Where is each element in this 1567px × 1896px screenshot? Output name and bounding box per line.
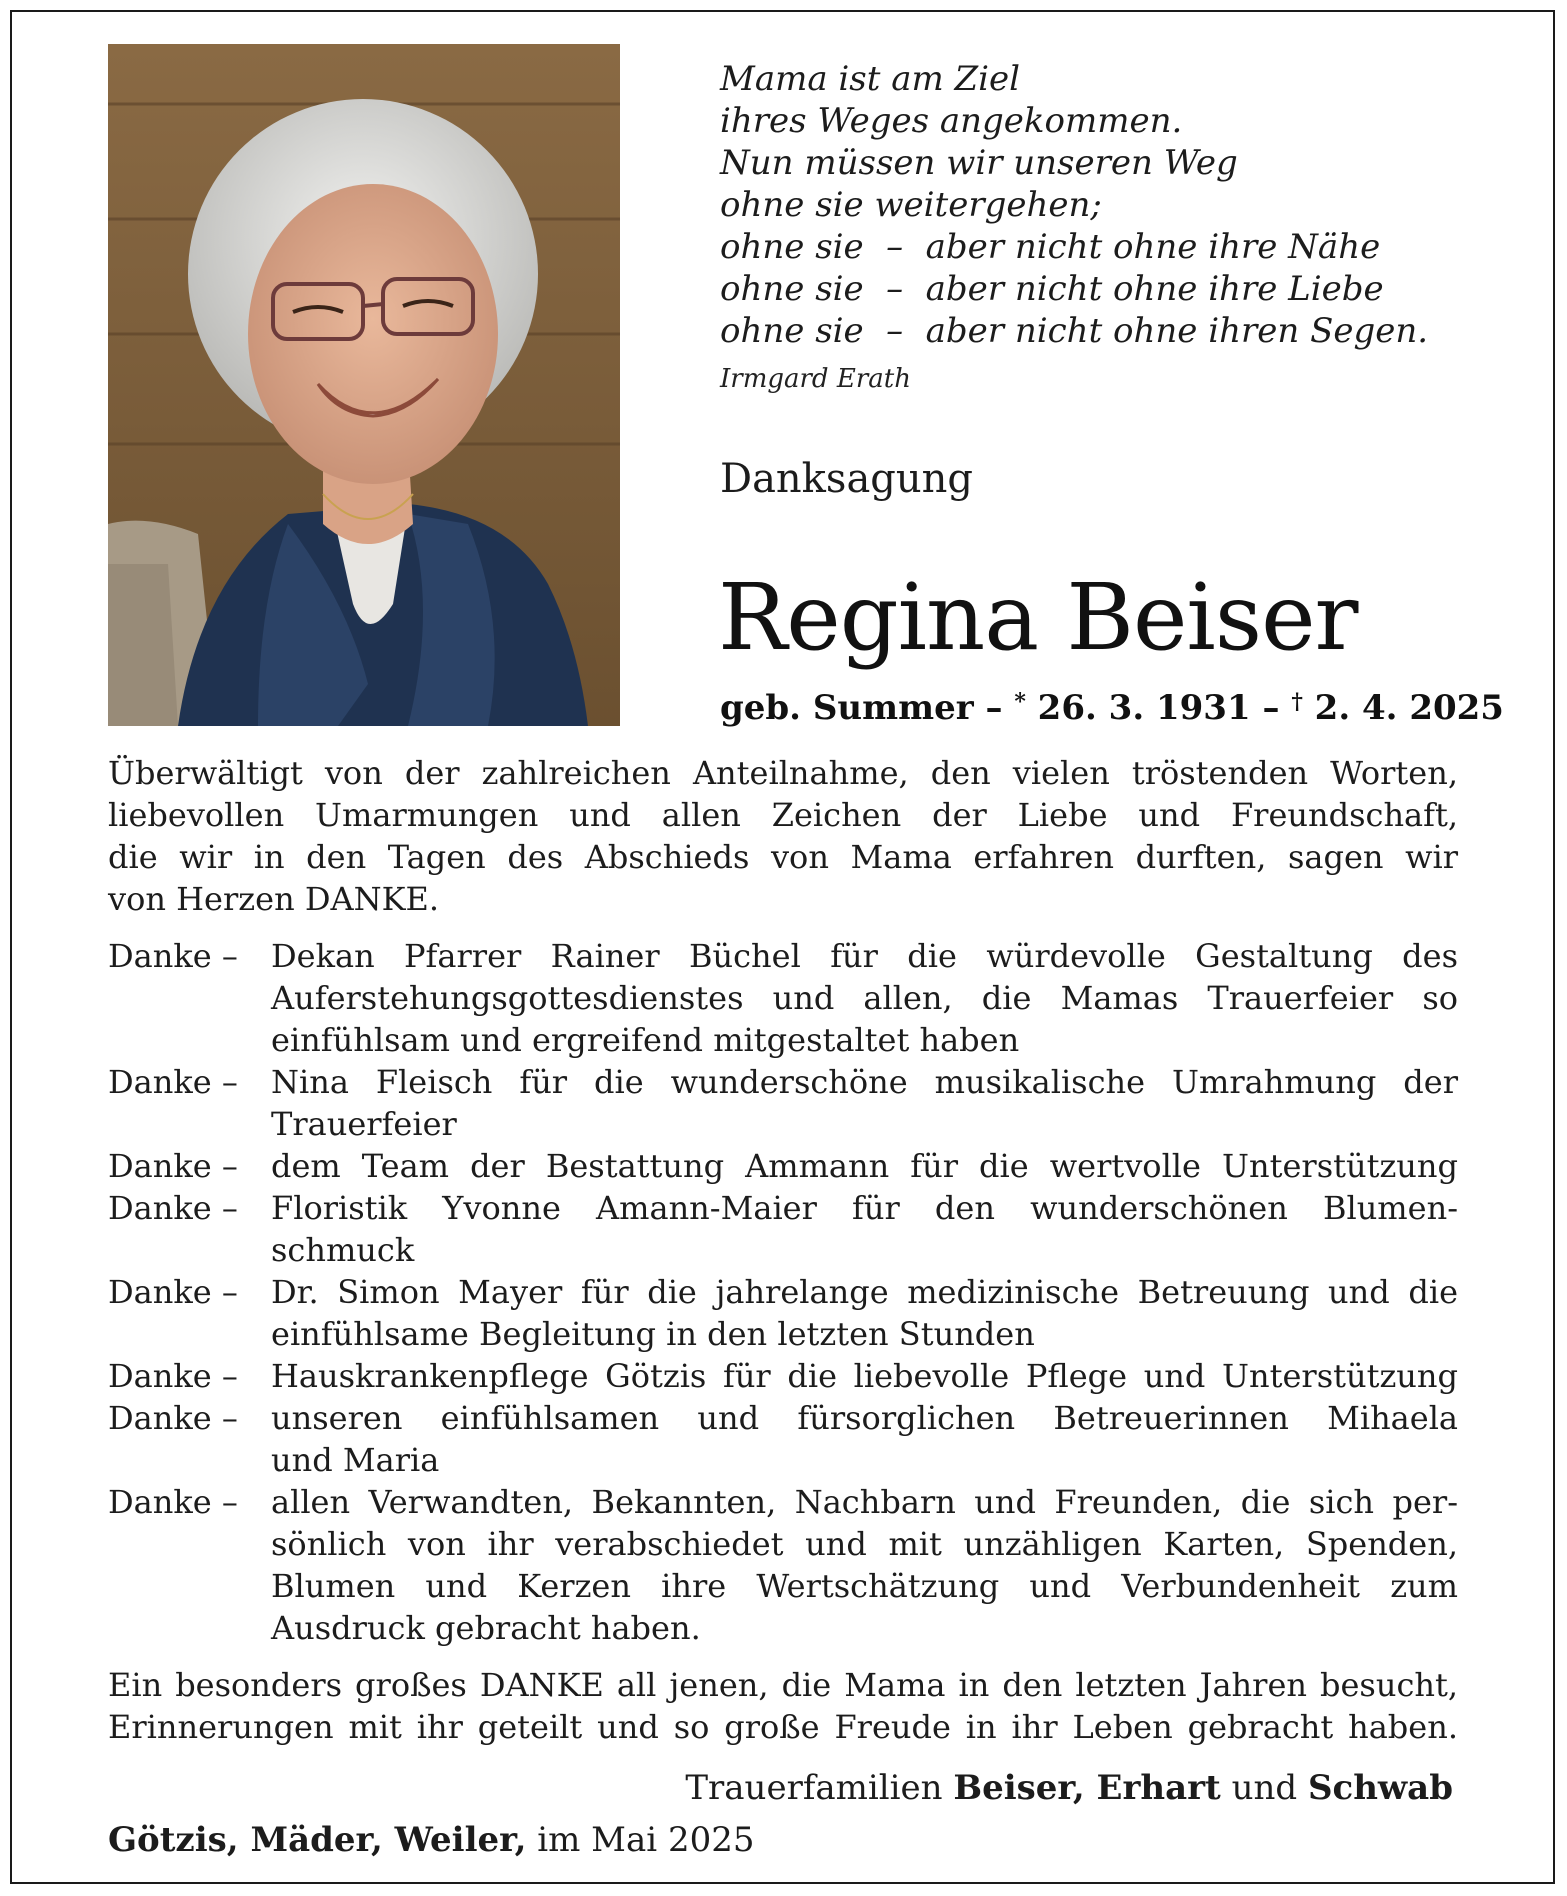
poem-line: ohne sie – aber nicht ohne ihre Nähe bbox=[720, 227, 1381, 267]
thanks-label: Danke – bbox=[108, 1483, 238, 1521]
poem bbox=[720, 58, 1428, 352]
closing-paragraph bbox=[108, 1664, 1458, 1748]
intro-paragraph bbox=[108, 752, 1458, 920]
thanks-list bbox=[108, 935, 1458, 1649]
thanks-label: Danke – bbox=[108, 1189, 238, 1227]
thanks-label: Danke – bbox=[108, 1273, 238, 1311]
text-line: Erinnerungen mit ihr geteilt und so große Freude in ihr Leben gebracht haben. bbox=[108, 1708, 1458, 1746]
text-line: Überwältigt von der zahlreichen Anteilnahme, den vielen tröstenden Worten, bbox=[108, 754, 1458, 792]
text-line: Ein besonders großes DANKE all jenen, die Mama in den letzten Jahren besucht, bbox=[108, 1666, 1458, 1704]
poem-line: ihres Weges angekommen. bbox=[720, 101, 1183, 141]
signature-families: Trauerfamilien Beiser, Erhart und Schwab bbox=[685, 1768, 1453, 1808]
poem-line: ohne sie – aber nicht ohne ihre Liebe bbox=[720, 269, 1384, 309]
poem-author: Irmgard Erath bbox=[720, 364, 911, 394]
thanks-item: Danke – Floristik Yvonne Amann-Maier für den wunderschönen Blumen- schmuck bbox=[108, 1189, 1458, 1269]
life-dates: geb. Summer – * 26. 3. 1931 – † 2. 4. 2025 bbox=[720, 688, 1504, 728]
thanks-item: Danke – allen Verwandten, Bekannten, Nachbarn und Freunden, die sich per- sönlich von ihr verabschiedet und mit unzähligen Karten, Spenden, Blumen und Kerzen ihre Wertschätzung und Verbundenheit zum Ausdruck gebracht haben. bbox=[108, 1483, 1458, 1647]
thanks-label: Danke – bbox=[108, 1147, 238, 1185]
thanks-item: Danke – Hauskrankenpflege Götzis für die liebevolle Pflege und Unterstützung bbox=[108, 1357, 1458, 1395]
thanks-item: Danke – Nina Fleisch für die wunderschöne musikalische Umrahmung der Trauerfeier bbox=[108, 1063, 1458, 1143]
text-line: die wir in den Tagen des Abschieds von Mama erfahren durften, sagen wir bbox=[108, 838, 1458, 876]
text-line: liebevollen Umarmungen und allen Zeichen der Liebe und Freundschaft, bbox=[108, 796, 1458, 834]
place-and-date: Götzis, Mäder, Weiler, im Mai 2025 bbox=[108, 1820, 755, 1860]
portrait-photo bbox=[108, 44, 620, 726]
thanks-label: Danke – bbox=[108, 1063, 238, 1101]
poem-line: ohne sie – aber nicht ohne ihren Segen. bbox=[720, 311, 1429, 351]
thanks-item: Danke – Dekan Pfarrer Rainer Büchel für die würdevolle Gestaltung des Auferstehungsgottesdienstes und allen, die Mamas Trauerfeier so einfühlsam und ergreifend mitgestaltet haben bbox=[108, 937, 1458, 1059]
thanks-item: Danke – Dr. Simon Mayer für die jahrelange medizinische Betreuung und die einfühlsame Begleitung in den letzten Stunden bbox=[108, 1273, 1458, 1353]
thanks-item: Danke – dem Team der Bestattung Ammann für die wertvolle Unterstützung bbox=[108, 1147, 1458, 1185]
deceased-name: Regina Beiser bbox=[718, 564, 1358, 671]
page-heading: Danksagung bbox=[720, 456, 974, 502]
poem-line: Nun müssen wir unseren Weg bbox=[720, 143, 1238, 183]
thanks-label: Danke – bbox=[108, 1399, 238, 1437]
thanks-label: Danke – bbox=[108, 937, 238, 975]
thanks-item: Danke – unseren einfühlsamen und fürsorglichen Betreuerinnen Mihaela und Maria bbox=[108, 1399, 1458, 1479]
poem-line: Mama ist am Ziel bbox=[720, 59, 1021, 99]
poem-line: ohne sie weitergehen; bbox=[720, 185, 1102, 225]
text-line: von Herzen DANKE. bbox=[108, 880, 440, 918]
thanks-label: Danke – bbox=[108, 1357, 238, 1395]
